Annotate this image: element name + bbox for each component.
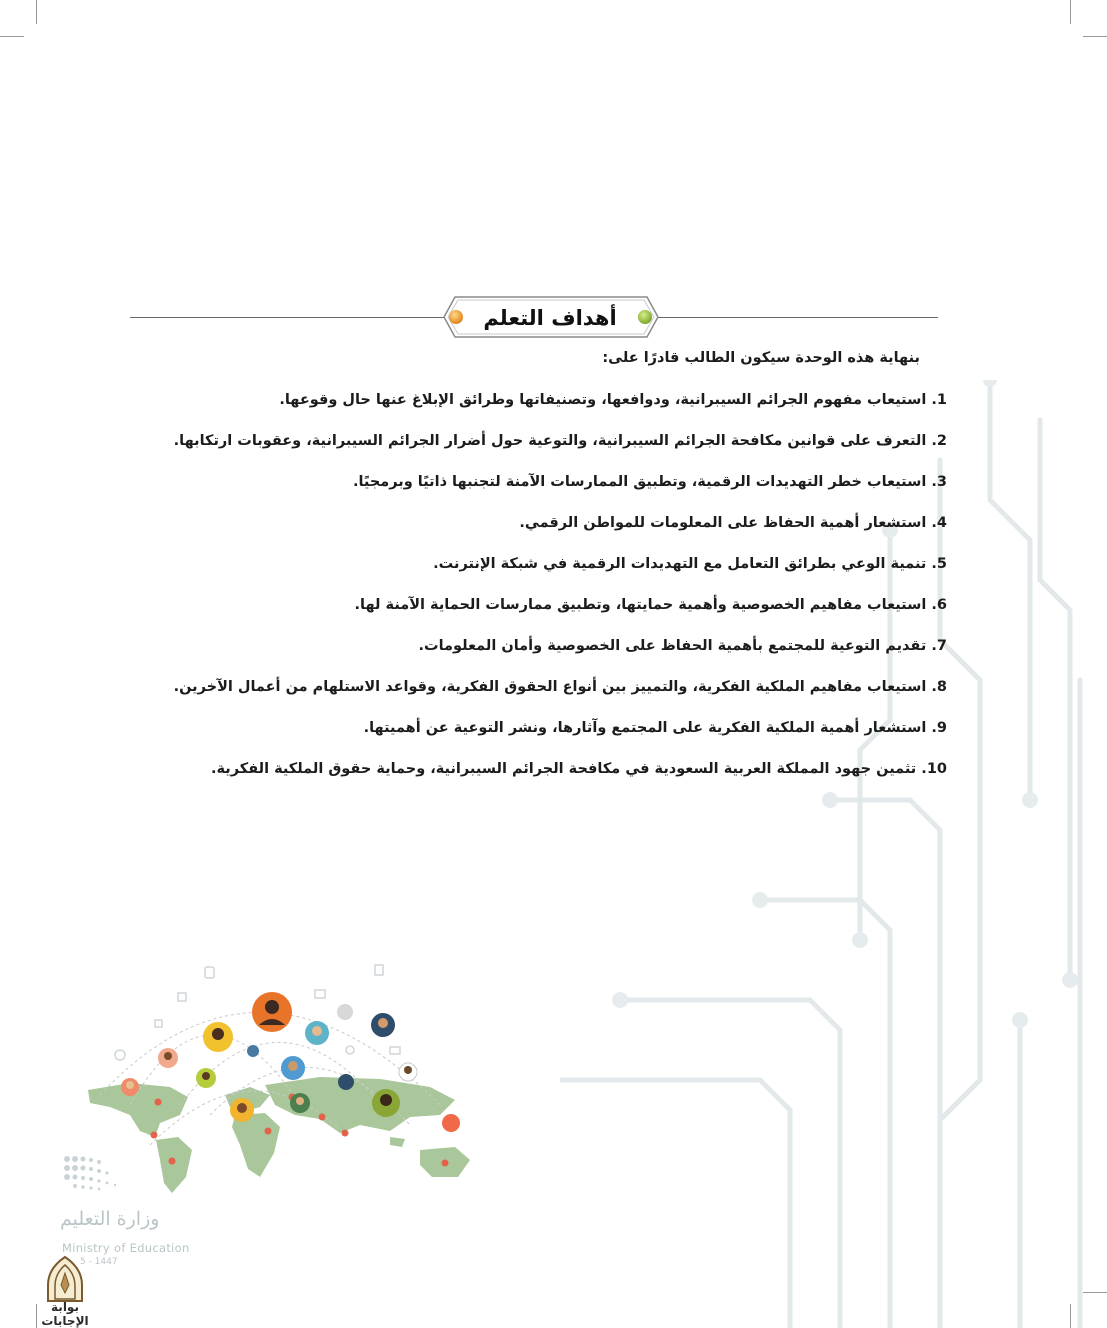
- item-number: 2.: [931, 433, 947, 449]
- header-rule-right: [658, 317, 938, 318]
- list-item: [147, 716, 947, 757]
- header-rule-left: [130, 317, 444, 318]
- list-item: [147, 470, 947, 511]
- item-text: استيعاب مفاهيم الخصوصية وأهمية حمايتها، وتطبيق ممارسات الحماية الآمنة لها.: [354, 597, 927, 613]
- item-number: 5.: [931, 556, 947, 572]
- green-bullet-icon: [638, 310, 652, 324]
- intro-text: بنهاية هذه الوحدة سيكون الطالب قادرًا على:: [602, 350, 920, 366]
- list-item: [147, 511, 947, 552]
- list-item: [147, 429, 947, 470]
- item-text: استشعار أهمية الملكية الفكرية على المجتمع وآثارها، ونشر التوعية عن أهميتها.: [363, 720, 927, 736]
- item-text: تثمين جهود المملكة العربية السعودية في مكافحة الجرائم السيبرانية، وحماية حقوق الملكية الفكرية.: [211, 761, 917, 777]
- list-item: [147, 757, 947, 798]
- ministry-name-ar: وزارة التعليم: [60, 1208, 160, 1230]
- item-text: تنمية الوعي بطرائق التعامل مع التهديدات الرقمية في شبكة الإنترنت.: [433, 556, 927, 572]
- crop-mark: [0, 36, 24, 37]
- item-text: استشعار أهمية الحفاظ على المعلومات للمواطن الرقمي.: [519, 515, 927, 531]
- list-item: [147, 675, 947, 716]
- ministry-year: 5 - 1447: [80, 1257, 118, 1267]
- ministry-logo-icon: [62, 1154, 132, 1194]
- item-number: 3.: [931, 474, 947, 490]
- item-text: استيعاب مفهوم الجرائم السيبرانية، ودوافعها، وتصنيفاتها وطرائق الإبلاغ عنها حال وقوعها.: [279, 392, 927, 408]
- item-number: 6.: [931, 597, 947, 613]
- list-item: [147, 552, 947, 593]
- item-text: التعرف على قوانين مكافحة الجرائم السيبرانية، والتوعية حول أضرار الجرائم السيبرانية، وعقوبات ارتكابها.: [173, 433, 927, 449]
- item-number: 9.: [931, 720, 947, 736]
- section-title: أهداف التعلم: [483, 306, 617, 330]
- list-item: [147, 388, 947, 429]
- list-item: [147, 634, 947, 675]
- ministry-name-en: Ministry of Education: [62, 1241, 190, 1255]
- portal-logo-icon: [43, 1255, 87, 1303]
- objectives-list: [147, 388, 947, 798]
- item-number: 7.: [931, 638, 947, 654]
- item-text: استيعاب مفاهيم الملكية الفكرية، والتمييز بين أنواع الحقوق الفكرية، وقواعد الاستلهام من أعمال الآخرين.: [173, 679, 927, 695]
- item-number: 1.: [931, 392, 947, 408]
- crop-mark: [36, 0, 37, 24]
- portal-name: بوابة الإجابات: [41, 1300, 89, 1328]
- item-number: 4.: [931, 515, 947, 531]
- item-text: تقديم التوعية للمجتمع بأهمية الحفاظ على الخصوصية وأمان المعلومات.: [418, 638, 927, 654]
- item-number: 8.: [931, 679, 947, 695]
- crop-mark: [1070, 0, 1071, 24]
- item-text: استيعاب خطر التهديدات الرقمية، وتطبيق الممارسات الآمنة لتجنبها ذاتيًا وبرمجيًا.: [352, 474, 927, 490]
- orange-bullet-icon: [449, 310, 463, 324]
- item-number: 10.: [921, 761, 947, 777]
- crop-mark: [1083, 36, 1107, 37]
- list-item: [147, 593, 947, 634]
